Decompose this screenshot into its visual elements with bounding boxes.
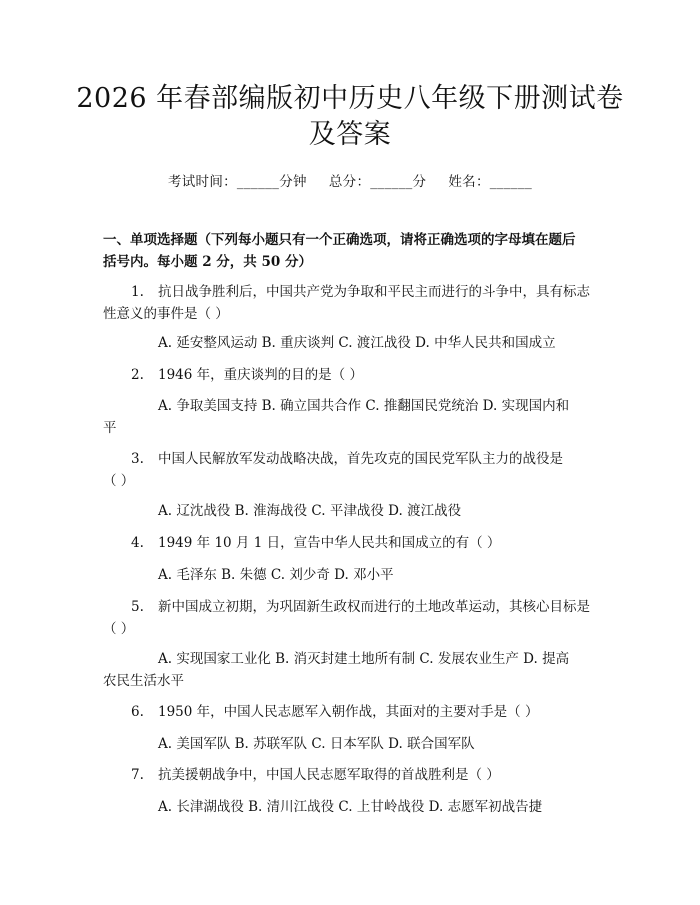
question-body: 1946 年，重庆谈判的目的是（ ） (158, 367, 363, 383)
question-number: 1. (131, 284, 144, 300)
page-title: 2026 年春部编版初中历史八年级下册测试卷 (76, 83, 624, 114)
total-score-field: 总分：______分 (328, 174, 427, 190)
section-heading-continuation: 括号内。每小题 2 分，共 50 分） (103, 254, 312, 270)
question-body: 抗日战争胜利后，中国共产党为争取和平民主而进行的斗争中，具有标志 (158, 284, 590, 300)
exam-time-field: 考试时间：______分钟 (167, 174, 307, 190)
question-text-continuation: 性意义的事件是（ ） (103, 306, 229, 322)
question-body: 1950 年，中国人民志愿军入朝作战，其面对的主要对手是（ ） (158, 704, 539, 720)
question-text (131, 701, 538, 723)
student-name-field: 姓名：______ (448, 174, 533, 190)
question-options: A. 美国军队 B. 苏联军队 C. 日本军队 D. 联合国军队 (158, 736, 475, 752)
question-options-continuation: 平 (103, 420, 117, 436)
question-text (131, 448, 563, 470)
question-options: A. 实现国家工业化 B. 消灭封建土地所有制 C. 发展农业生产 D. 提高 (158, 651, 570, 667)
question-text-continuation: （ ） (103, 473, 135, 489)
question-text-continuation: （ ） (103, 621, 135, 637)
question-options: A. 争取美国支持 B. 确立国共合作 C. 推翻国民党统治 D. 实现国内和 (158, 398, 570, 414)
question-number: 2. (131, 367, 144, 383)
question-text (131, 532, 500, 554)
question-text (131, 764, 500, 786)
question-options: A. 毛泽东 B. 朱德 C. 刘少奇 D. 邓小平 (158, 567, 394, 583)
question-text (131, 596, 590, 618)
question-number: 6. (131, 704, 144, 720)
exam-meta (0, 170, 700, 190)
question-number: 4. (131, 535, 144, 551)
question-options: A. 延安整风运动 B. 重庆谈判 C. 渡江战役 D. 中华人民共和国成立 (158, 335, 556, 351)
question-options-continuation: 农民生活水平 (103, 673, 184, 689)
question-body: 1949 年 10 月 1 日，宣告中华人民共和国成立的有（ ） (158, 535, 501, 551)
question-text (131, 281, 590, 303)
question-options: A. 长津湖战役 B. 清川江战役 C. 上甘岭战役 D. 志愿军初战告捷 (158, 799, 543, 815)
question-number: 7. (131, 767, 144, 783)
question-body: 抗美援朝战争中，中国人民志愿军取得的首战胜利是（ ） (158, 767, 500, 783)
question-text (131, 364, 363, 386)
question-number: 5. (131, 599, 144, 615)
question-body: 新中国成立初期，为巩固新生政权而进行的土地改革运动，其核心目标是 (158, 599, 590, 615)
question-body: 中国人民解放军发动战略决战，首先攻克的国民党军队主力的战役是 (158, 451, 563, 467)
section-heading: 一、单项选择题（下列每小题只有一个正确选项，请将正确选项的字母填在题后 (103, 232, 576, 248)
page-title-continuation: 及答案 (308, 119, 392, 150)
question-options: A. 辽沈战役 B. 淮海战役 C. 平津战役 D. 渡江战役 (158, 503, 462, 519)
question-number: 3. (131, 451, 144, 467)
